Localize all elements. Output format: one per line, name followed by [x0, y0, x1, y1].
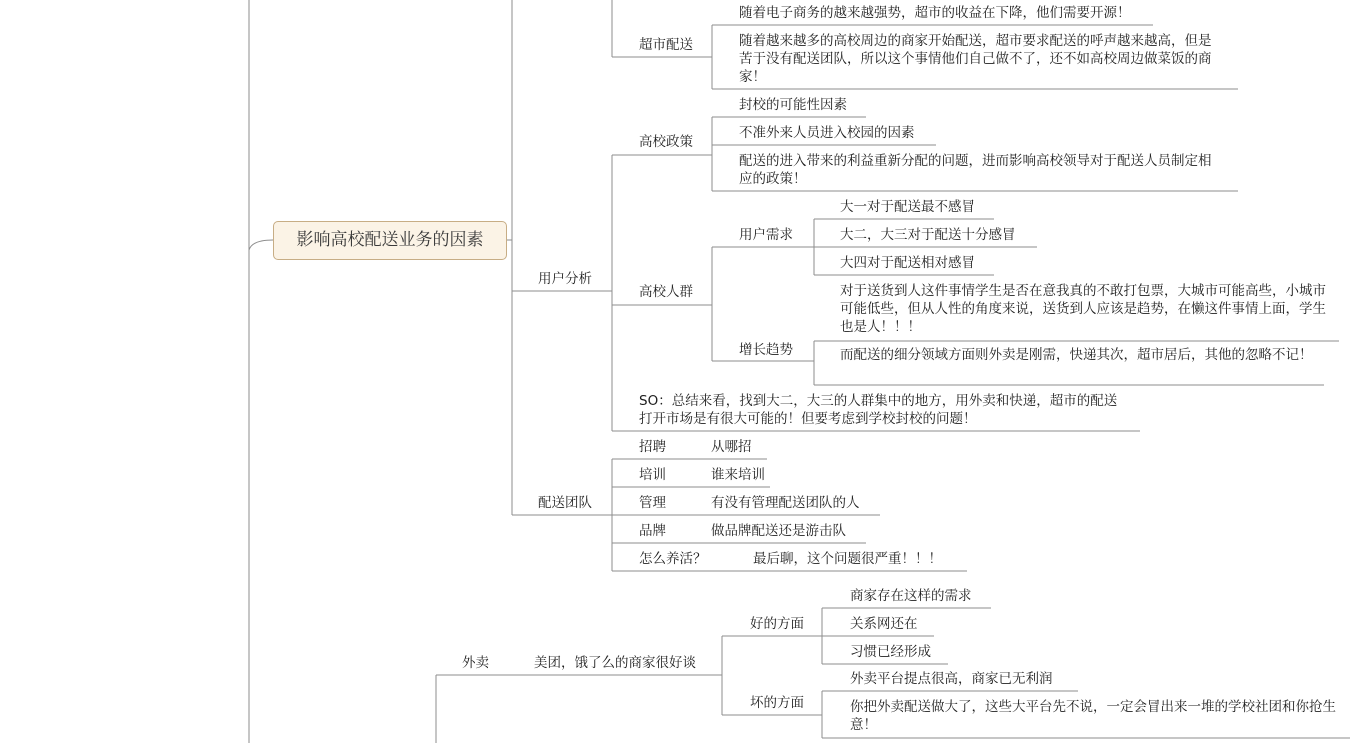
- node-team-value-management[interactable]: 有没有管理配送团队的人: [711, 495, 860, 511]
- node-bad-item-1[interactable]: 外卖平台提点很高，商家已无利润: [850, 671, 1053, 687]
- node-supermarket-item-1[interactable]: 随着电子商务的越来越强势，超市的收益在下降，他们需要开源！: [739, 5, 1131, 21]
- node-takeaway-merchant[interactable]: 美团，饿了么的商家很好谈: [534, 655, 696, 671]
- node-good-item-2[interactable]: 关系网还在: [850, 616, 918, 632]
- node-good-item-1[interactable]: 商家存在这样的需求: [850, 588, 972, 604]
- node-demand-item-2[interactable]: 大二，大三对于配送十分感冒: [840, 227, 1016, 243]
- node-trend-item-2[interactable]: 而配送的细分领域方面则外卖是刚需，快递其次，超市居后，其他的忽略不记！: [840, 347, 1313, 363]
- node-team-key-management[interactable]: 管理: [639, 495, 666, 511]
- node-team-value-recruit[interactable]: 从哪招: [711, 439, 752, 455]
- node-good-item-3[interactable]: 习惯已经形成: [850, 644, 931, 660]
- trunk-to-root: [249, 240, 273, 250]
- node-policy[interactable]: 高校政策: [639, 134, 693, 150]
- node-team-key-sustain[interactable]: 怎么养活？: [639, 551, 707, 567]
- node-team-value-sustain[interactable]: 最后聊，这个问题很严重！！！: [753, 551, 942, 567]
- node-team-key-training[interactable]: 培训: [639, 467, 666, 483]
- node-team-key-recruit[interactable]: 招聘: [639, 439, 666, 455]
- node-demand-item-1[interactable]: 大一对于配送最不感冒: [840, 199, 975, 215]
- node-supermarket[interactable]: 超市配送: [639, 37, 693, 53]
- node-takeaway[interactable]: 外卖: [462, 655, 489, 671]
- node-team-key-brand[interactable]: 品牌: [639, 523, 666, 539]
- node-policy-item-1[interactable]: 封校的可能性因素: [739, 97, 847, 113]
- node-user-analysis[interactable]: 用户分析: [538, 271, 592, 287]
- node-demand[interactable]: 用户需求: [739, 227, 793, 243]
- node-good-side[interactable]: 好的方面: [750, 616, 804, 632]
- root-node[interactable]: 影响高校配送业务的因素: [273, 221, 507, 260]
- node-crowd[interactable]: 高校人群: [639, 284, 693, 300]
- node-bad-side[interactable]: 坏的方面: [750, 695, 804, 711]
- node-team[interactable]: 配送团队: [538, 495, 592, 511]
- node-demand-item-3[interactable]: 大四对于配送相对感冒: [840, 255, 975, 271]
- node-team-value-brand[interactable]: 做品牌配送还是游击队: [711, 523, 846, 539]
- node-trend-item-1[interactable]: 对于送货到人这件事情学生是否在意我真的不敢打包票，大城市可能高些，小城市可能低些，但从人性的角度来说，送货到人应该是趋势，在懒这件事情上面，学生也是人！！！: [840, 283, 1326, 335]
- node-team-value-training[interactable]: 谁来培训: [711, 467, 765, 483]
- node-policy-item-3[interactable]: 配送的进入带来的利益重新分配的问题，进而影响高校领导对于配送人员制定相应的政策！: [739, 153, 1212, 187]
- node-bad-item-2[interactable]: 你把外卖配送做大了，这些大平台先不说，一定会冒出来一堆的学校社团和你抢生意！: [850, 699, 1336, 733]
- node-supermarket-item-2[interactable]: 随着越来越多的高校周边的商家开始配送，超市要求配送的呼声越来越高，但是苦于没有配送团队，所以这个事情他们自己做不了，还不如高校周边做菜饭的商家！: [739, 33, 1212, 85]
- node-so-summary[interactable]: SO：总结来看，找到大二，大三的人群集中的地方，用外卖和快递，超市的配送打开市场是有很大可能的！但要考虑到学校封校的问题！: [639, 393, 1118, 427]
- node-trend[interactable]: 增长趋势: [739, 342, 793, 358]
- node-policy-item-2[interactable]: 不准外来人员进入校园的因素: [739, 125, 915, 141]
